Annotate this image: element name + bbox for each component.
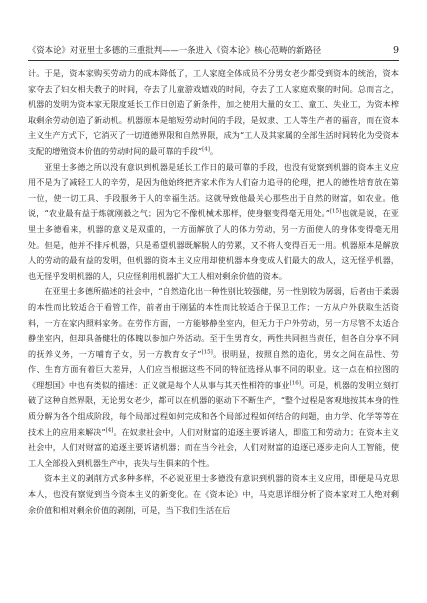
citation: [15] [201,349,213,355]
citation: [4] [105,426,114,433]
running-title: 《资本论》对亚里士多德的三重批判——一条进入《资本论》核心范畴的新路径 [28,45,322,55]
paragraph-4: 资本主义的剥削方式多种多样，不必说亚里士多德没有意识到机器的资本主义应用，即便是马克思本人，也没有察觉到当今资本主义的新变化。在《资本论》中，马克思详细分析了资本家对工人绝对剩余价值和相对剩余价值的剥削，可是，当下我们生活在后 [28,473,399,515]
paragraph-2: 亚里士多德之所以没有意识到机器是延长工作日的最可靠的手段，也没有觉察到机器的资本主义应用不是为了减轻工人的辛劳，是因为他始终把齐家术作为人们奋力追寻的伦理，把人的德性培育放在第一位，使一切工具、手段服务于人的幸福生活。这就导致他最关心那些出于自然的财富，如农业。他说，“农业最有益于炼就刚毅之气；因为它不像机械术那样，使身躯变得毫无用处。”[15]也就是说，在亚里士多德看来，机器的意义是双重的，一方面解放了人的体力劳动，另一方面使人的身体变得毫无用处。但是，他并不排斥机器，只是希望机器既解脱人的劳累，又不将人变得百无一用。机器原本是解放人的劳动的最有益的发明，但机器的资本主义应用却使机器本身变成人们最大的敌人，这无怪乎机器，也无怪乎发明机器的人，只应怪利用机器扩大工人相对剩余价值的资本。 [28,161,399,281]
citation: [4] [202,146,210,153]
paragraph-3: 在亚里士多德所描述的社会中，“自然造化出一种性别比较强健，另一性别较为孱弱，后者由于柔弱的本性而比较适合于看管工作，前者由于刚猛的本性而比较适合于保卫工作；一方从户外获取生活资料，一方在家内照料家务。在劳作方面，一方能够静坐室内，但无力于户外劳动，另一方尽管不太适合静坐室内，但却具备健壮的体魄以参加户外活动。至于生男育女，两性共同担当责任，但各自分享不同的抚养义务，一方哺育子女，另一方教育女子”[15]。很明显，按照自然的造化，男女之间在品性、劳作、生育方面有着巨大差异，人们应当根据这些不同的特征选择从事不同的职业。这一点在柏拉图的《理想国》中也有类似的描述：正义就是每个人从事与其天性相符的事业[16]。可是，机器的发明立刻打破了这种自然界限，无论男女老少，都可以在机器的驱动下不断生产，“整个过程是客观地按其本身的性质分解为各个组成阶段，每个局部过程如何完成和各个局部过程如何结合的问题，由力学、化学等等在技术上的应用来解决”[4]。在奴隶社会中，人们对财富的追逐主要诉诸人，即监工和劳动力；在资本主义社会中，人们对财富的追逐主要诉诸机器；而在当今社会，人们对财富的追逐已逐步走向人工智能，使工人全部投入到机器生产中，丧失与生俱来的个性。 [28,286,399,468]
page-number: 9 [392,45,399,56]
citation: [16] [289,380,301,387]
running-header [28,44,399,61]
citation: [15] [329,208,342,215]
paragraph-1: 计。于是，资本家购买劳动力的成本降低了，工人家庭全体成员不分男女老少都受到资本的统治，资本家夺去了妇女相夫教子的时间，夺去了儿童游戏嬉戏的时间，夺去了工人家庭欢聚的时间。总而言之，机器的发明为资本家无限度延长工作日创造了新条件，加之使用大量的女工、童工、失业工，为资本榨取剩余劳动创造了新动机。机器原本是缩短劳动时间的手段，是奴隶、工人等生产者的福音，而在资本主义生产方式下，它消灭了一切道德界限和自然界限，成为“工人及其家属的全部生活时间转化为受资本支配的增殖资本价值的劳动时间的最可靠的手段”[4]。 [28,68,399,156]
main-text [28,66,399,518]
